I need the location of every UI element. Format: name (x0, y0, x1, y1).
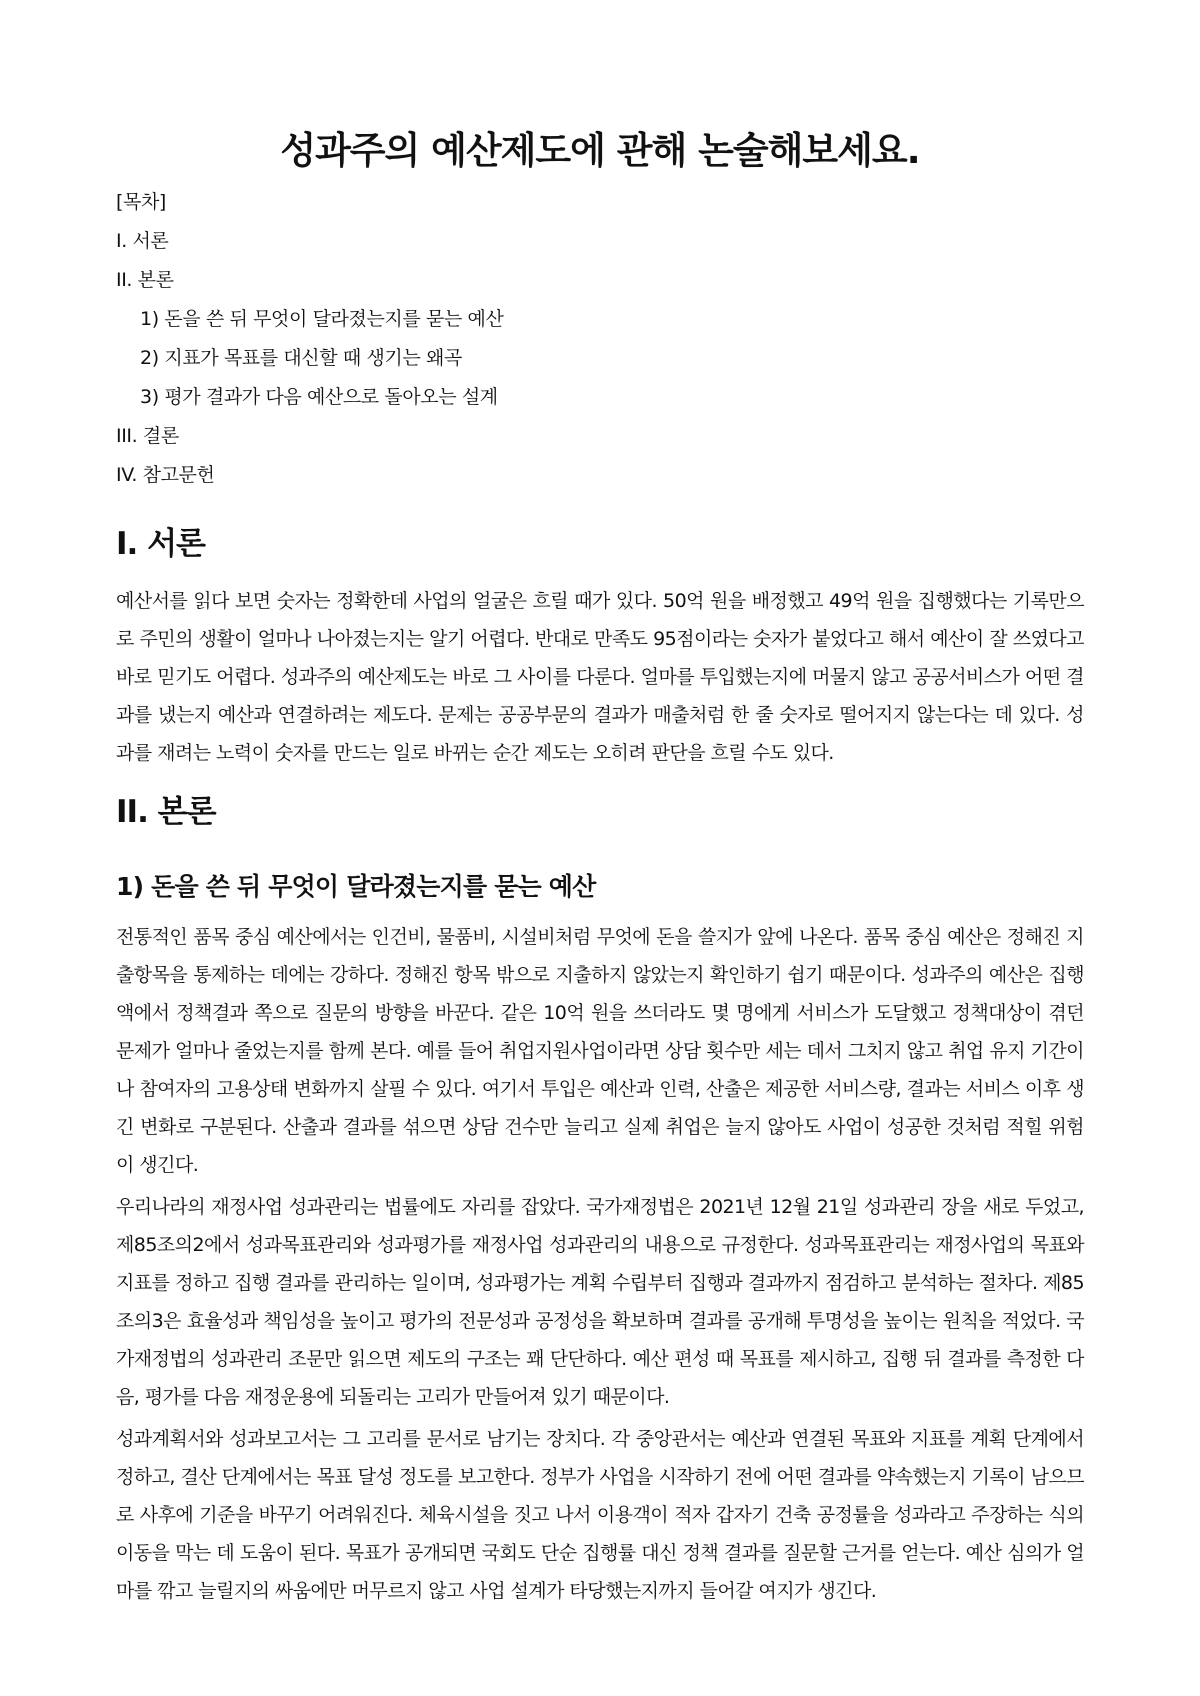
toc-item: I. 서론 (116, 230, 169, 252)
toc-item: III. 결론 (116, 425, 179, 447)
document-title: 성과주의 예산제도에 관해 논술해보세요. (280, 129, 920, 172)
toc-subitem: 3) 평가 결과가 다음 예산으로 돌아오는 설계 (140, 386, 498, 408)
toc-subitem: 2) 지표가 목표를 대신할 때 생기는 왜곡 (140, 347, 462, 369)
subsection-heading-1: 1) 돈을 쓴 뒤 무엇이 달라졌는지를 묻는 예산 (116, 872, 596, 901)
section-heading-intro: I. 서론 (116, 526, 205, 562)
body-paragraph: 전통적인 품목 중심 예산에서는 인건비, 물품비, 시설비처럼 무엇에 돈을 쓸지가 앞에 나온다. 품목 중심 예산은 정해진 지출항목을 통제하는 데에는 강하다. 정해진 항목 밖으로 지출하지 않았는지 확인하기 쉽기 때문이다. 성과주의 예산은 집행액에서 정책결과 쪽으로 질문의 방향을 바꾼다. 같은 10억 원을 쓰더라도 몇 명에게 서비스가 도달했고 정책대상이 겪던 문제가 얼마나 줄었는지를 함께 본다. 예를 들어 취업지원사업이라면 상담 횟수만 세는 데서 그치지 않고 취업 유지 기간이나 참여자의 고용상태 변화까지 살필 수 있다. 여기서 투입은 예산과 인력, 산출은 제공한 서비스량, 결과는 서비스 이후 생긴 변화로 구분된다. 산출과 결과를 섞으면 상담 건수만 늘리고 실제 취업은 늘지 않아도 사업이 성공한 것처럼 적힐 위험이 생긴다. (116, 926, 1084, 1176)
toc-item: IV. 참고문헌 (116, 464, 215, 486)
toc-heading: [목차] (116, 191, 166, 213)
body-paragraph: 성과계획서와 성과보고서는 그 고리를 문서로 남기는 장치다. 각 중앙관서는 예산과 연결된 목표와 지표를 계획 단계에서 정하고, 결산 단계에서는 목표 달성 정도를 보고한다. 정부가 사업을 시작하기 전에 어떤 결과를 약속했는지 기록이 남으므로 사후에 기준을 바꾸기 어려워진다. 체육시설을 짓고 나서 이용객이 적자 갑자기 건축 공정률을 성과라고 주장하는 식의 이동을 막는 데 도움이 된다. 목표가 공개되면 국회도 단순 집행률 대신 정책 결과를 질문할 근거를 얻는다. 예산 심의가 얼마를 깎고 늘릴지의 싸움에만 머무르지 않고 사업 설계가 타당했는지까지 들어갈 여지가 생긴다. (116, 1428, 1084, 1602)
toc-subitem: 1) 돈을 쓴 뒤 무엇이 달라졌는지를 묻는 예산 (140, 308, 504, 330)
intro-paragraph: 예산서를 읽다 보면 숫자는 정확한데 사업의 얼굴은 흐릴 때가 있다. 50억 원을 배정했고 49억 원을 집행했다는 기록만으로 주민의 생활이 얼마나 나아졌는지는 알기 어렵다. 반대로 만족도 95점이라는 숫자가 붙었다고 해서 예산이 잘 쓰였다고 바로 믿기도 어렵다. 성과주의 예산제도는 바로 그 사이를 다룬다. 얼마를 투입했는지에 머물지 않고 공공서비스가 어떤 결과를 냈는지 예산과 연결하려는 제도다. 문제는 공공부문의 결과가 매출처럼 한 줄 숫자로 떨어지지 않는다는 데 있다. 성과를 재려는 노력이 숫자를 만드는 일로 바뀌는 순간 제도는 오히려 판단을 흐릴 수도 있다. (116, 590, 1084, 764)
table-of-contents (116, 190, 1084, 502)
body-paragraph: 우리나라의 재정사업 성과관리는 법률에도 자리를 잡았다. 국가재정법은 2021년 12월 21일 성과관리 장을 새로 두었고, 제85조의2에서 성과목표관리와 성과평가를 재정사업 성과관리의 내용으로 규정한다. 성과목표관리는 재정사업의 목표와 지표를 정하고 집행 결과를 관리하는 일이며, 성과평가는 계획 수립부터 집행과 결과까지 점검하고 분석하는 절차다. 제85조의3은 효율성과 책임성을 높이고 평가의 전문성과 공정성을 확보하며 결과를 공개해 투명성을 높이는 원칙을 적었다. 국가재정법의 성과관리 조문만 읽으면 제도의 구조는 꽤 단단하다. 예산 편성 때 목표를 제시하고, 집행 뒤 결과를 측정한 다음, 평가를 다음 재정운용에 되돌리는 고리가 만들어져 있기 때문이다. (116, 1196, 1084, 1408)
section-heading-body: II. 본론 (116, 794, 216, 830)
toc-item: II. 본론 (116, 269, 174, 291)
